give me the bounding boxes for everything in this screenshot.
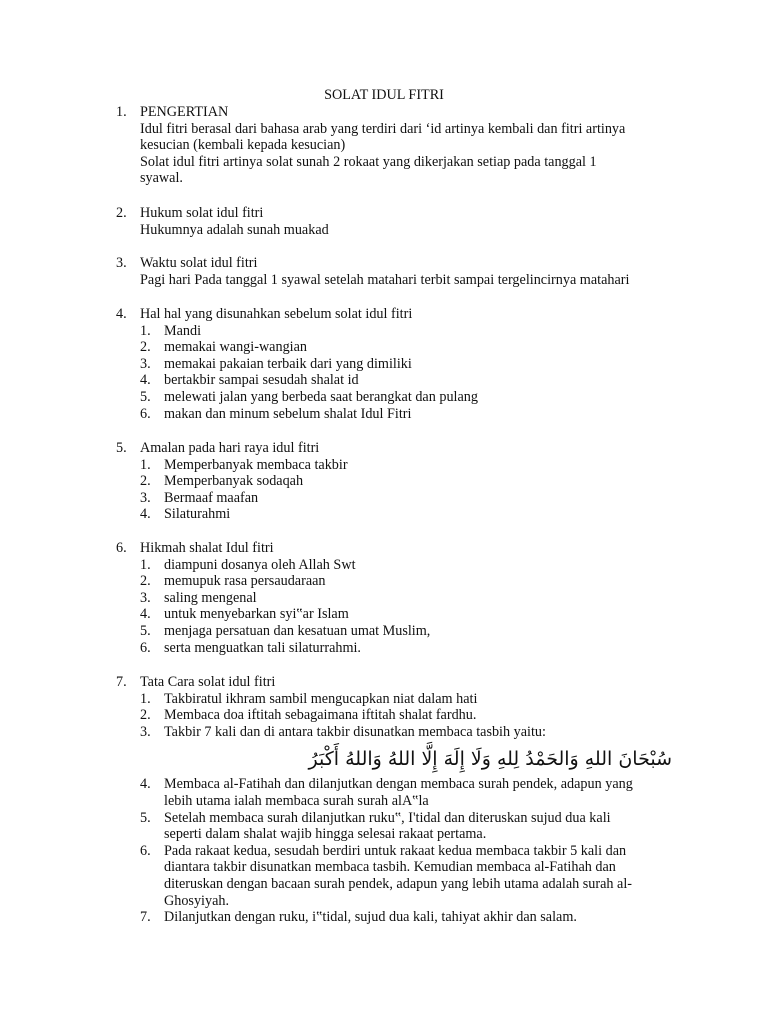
list-item — [140, 590, 696, 607]
list-item — [140, 457, 696, 474]
list-item — [140, 909, 696, 926]
list-item — [140, 473, 696, 490]
list-item — [140, 776, 696, 809]
arabic-tasbih-text: سُبْحَانَ اللهِ وَالحَمْدُ لِلهِ وَلَا إِلَهَ إِلَّا اللهُ وَاللهُ أَكْبَرُ — [308, 748, 672, 771]
list-item — [140, 810, 696, 843]
list-number: 3. — [140, 489, 151, 506]
list-text: Memperbanyak membaca takbir — [164, 456, 348, 473]
list-text-line: Membaca al-Fatihah dan dilanjutkan dengan membaca surah pendek, adapun yang — [164, 776, 633, 793]
list-number: 6. — [140, 639, 151, 656]
list-number: 5. — [140, 809, 151, 826]
list-number: 7. — [140, 909, 151, 926]
list-item — [140, 339, 696, 356]
section-number: 2. — [116, 205, 127, 221]
list-item — [140, 356, 696, 373]
list-number: 4. — [140, 606, 151, 623]
list-number: 3. — [140, 723, 151, 740]
list-text: melewati jalan yang berbeda saat berangkat dan pulang — [164, 388, 478, 405]
section-number: 6. — [116, 540, 127, 556]
list-number: 6. — [140, 405, 151, 422]
list-text: Bermaaf maafan — [164, 489, 259, 506]
list-item — [140, 506, 696, 523]
list-number: 2. — [140, 473, 151, 490]
list-item — [140, 707, 696, 724]
section-amalan — [116, 440, 696, 523]
list-text: memakai pakaian terbaik dari yang dimiliki — [164, 355, 412, 372]
list-text: Mandi — [164, 322, 202, 339]
section-number: 3. — [116, 255, 127, 271]
section-heading: Hikmah shalat Idul fitri — [140, 540, 274, 556]
list-text: Takbir 7 kali dan di antara takbir disunatkan membaca tasbih yaitu: — [164, 723, 546, 740]
section-number: 1. — [116, 104, 127, 120]
list-text: Takbiratul ikhram sambil mengucapkan niat dalam hati — [164, 690, 478, 707]
paragraph-line: Pagi hari Pada tanggal 1 syawal setelah matahari terbit sampai tergelincirnya matahari — [140, 271, 630, 288]
section-tata-cara — [116, 674, 696, 926]
section-number: 7. — [116, 674, 127, 690]
list-item — [140, 406, 696, 423]
list-number: 5. — [140, 388, 151, 405]
section-pengertian — [116, 104, 696, 187]
list-item — [140, 323, 696, 340]
list-number: 6. — [140, 842, 151, 859]
paragraph-line: Hukumnya adalah sunah muakad — [140, 221, 329, 238]
section-hikmah — [116, 540, 696, 656]
section-heading: Waktu solat idul fitri — [140, 255, 258, 271]
list-item — [140, 557, 696, 574]
list-text: memupuk rasa persaudaraan — [164, 573, 326, 590]
paragraph-line: syawal. — [140, 170, 183, 187]
list-text-line: Setelah membaca surah dilanjutkan ruku‟, I'tidal dan diteruskan sujud dua kali — [164, 809, 611, 826]
section-number: 5. — [116, 440, 127, 456]
list-number: 5. — [140, 622, 151, 639]
list-number: 4. — [140, 372, 151, 389]
section-number: 4. — [116, 306, 127, 322]
list-item — [140, 372, 696, 389]
paragraph-line: kesucian (kembali kepada kesucian) — [140, 137, 346, 154]
list-number: 3. — [140, 589, 151, 606]
list-text-line: seperti dalam shalat wajib hingga selesai rakaat pertama. — [164, 826, 487, 843]
section-sunah — [116, 306, 696, 422]
paragraph-line: Solat idul fitri artinya solat sunah 2 rokaat yang dikerjakan setiap pada tanggal 1 — [140, 153, 597, 170]
list-item — [140, 623, 696, 640]
section-waktu — [116, 255, 696, 288]
paragraph-line: Idul fitri berasal dari bahasa arab yang terdiri dari ‘id artinya kembali dan fitri artinya — [140, 120, 626, 137]
list-number: 4. — [140, 776, 151, 793]
list-text: untuk menyebarkan syi‟ar Islam — [164, 606, 349, 623]
section-hukum — [116, 205, 696, 238]
list-number: 2. — [140, 573, 151, 590]
list-number: 2. — [140, 707, 151, 724]
list-text: memakai wangi-wangian — [164, 339, 308, 356]
list-item — [140, 389, 696, 406]
list-item — [140, 606, 696, 623]
list-number: 3. — [140, 355, 151, 372]
list-item — [140, 640, 696, 657]
list-number: 2. — [140, 339, 151, 356]
section-heading: Hal hal yang disunahkan sebelum solat idul fitri — [140, 306, 413, 322]
section-heading: Tata Cara solat idul fitri — [140, 674, 276, 690]
list-text: makan dan minum sebelum shalat Idul Fitri — [164, 405, 412, 422]
section-heading: PENGERTIAN — [140, 104, 229, 120]
list-text: menjaga persatuan dan kesatuan umat Muslim, — [164, 622, 431, 639]
list-text-line: diantara takbir disunatkan membaca tasbih. Kemudian membaca al-Fatihah dan — [164, 859, 616, 876]
list-text-line: Ghosyiyah. — [164, 892, 230, 909]
list-number: 1. — [140, 690, 151, 707]
list-text: bertakbir sampai sesudah shalat id — [164, 372, 359, 389]
list-number: 4. — [140, 506, 151, 523]
list-text-line: diteruskan dengan bacaan surah pendek, adapun yang lebih utama adalah surah al- — [164, 875, 633, 892]
list-number: 1. — [140, 556, 151, 573]
list-text-line: lebih utama ialah membaca surah surah alA‟la — [164, 792, 429, 809]
list-text: saling mengenal — [164, 589, 257, 606]
list-text: Membaca doa iftitah sebagaimana iftitah shalat fardhu. — [164, 707, 477, 724]
section-heading: Amalan pada hari raya idul fitri — [140, 440, 320, 456]
list-text: Silaturahmi — [164, 506, 231, 523]
list-item — [140, 490, 696, 507]
list-text: diampuni dosanya oleh Allah Swt — [164, 556, 356, 573]
list-text: Memperbanyak sodaqah — [164, 473, 304, 490]
document-title: SOLAT IDUL FITRI — [324, 87, 444, 103]
list-text-line: Pada rakaat kedua, sesudah berdiri untuk rakaat kedua membaca takbir 5 kali dan — [164, 842, 627, 859]
list-item — [140, 573, 696, 590]
section-heading: Hukum solat idul fitri — [140, 205, 264, 221]
list-item — [140, 843, 696, 909]
list-text-line: Dilanjutkan dengan ruku, i‟tidal, sujud dua kali, tahiyat akhir dan salam. — [164, 909, 577, 926]
list-item — [140, 724, 696, 741]
list-item — [140, 691, 696, 708]
list-text: serta menguatkan tali silaturrahmi. — [164, 639, 361, 656]
list-number: 1. — [140, 322, 151, 339]
list-number: 1. — [140, 456, 151, 473]
